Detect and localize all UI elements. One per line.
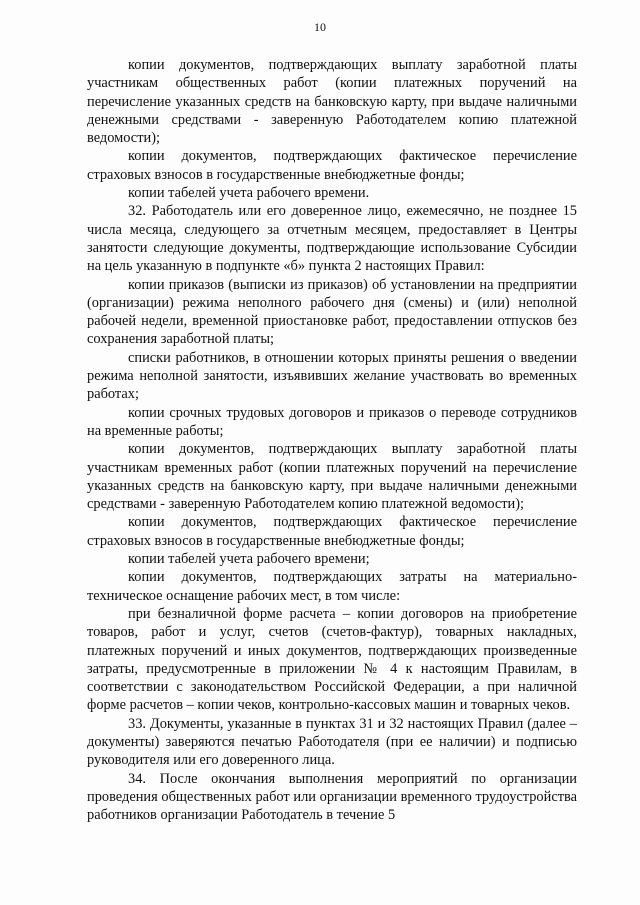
page-number: 10 [314, 20, 326, 34]
paragraph-wage-docs-public-works: копии документов, подтверждающих выплату заработной платы участникам общественных работ (копии платежных поручений на перечисление указанных средств на банковскую карту, при выдаче наличными денежными средствами - заверенную Работодателем копию платежной ведомости); [87, 57, 577, 147]
paragraph-clause-32: 32. Работодатель или его доверенное лицо, ежемесячно, не позднее 15 числа месяца, следующего за отчетным месяцем, предоставляет в Центры занятости следующие документы, подтверждающие использование Субсидии на цель указанную в подпункте «б» пункта 2 настоящих Правил: [87, 203, 577, 275]
paragraph-clause-34: 34. После окончания выполнения мероприятий по организации проведения общественных работ или организации временного трудоустройства работников организации Работодатель в течение 5 [87, 770, 577, 824]
paragraph-employee-lists: списки работников, в отношении которых приняты решения о введении режима неполной занятости, изъявивших желание участвовать во временных работах; [87, 349, 577, 403]
paragraph-cashless-payment: при безналичной форме расчета – копии договоров на приобретение товаров, работ и услуг, счетов (счетов-фактур), товарных накладных, платежных поручений и иных документов, подтверждающих произведенные затраты, предусмотренные в приложении № 4 к настоящим Правилам, в соответствии с законодательством Российской Федерации, а при наличной форме расчетов – копии чеков, контрольно-кассовых машин и товарных чеков. [87, 605, 577, 714]
paragraph-timesheets: копии табелей учета рабочего времени. [128, 185, 370, 202]
paragraph-orders-part-time: копии приказов (выписки из приказов) об установлении на предприятии (организации) режима неполного рабочего дня (смены) и (или) неполной рабочей недели, временной приостановке работ, предоставлении отпусков без сохранения заработной платы; [87, 276, 577, 348]
paragraph-equipment-costs: копии документов, подтверждающих затраты на материально-техническое оснащение рабочих мест, в том числе: [87, 569, 577, 604]
paragraph-fixed-term-contracts: копии срочных трудовых договоров и приказов о переводе сотрудников на временные работы; [87, 404, 577, 439]
paragraph-timesheets-2: копии табелей учета рабочего времени; [128, 551, 370, 568]
paragraph-clause-33: 33. Документы, указанные в пунктах 31 и 32 настоящих Правил (далее – документы) заверяются печатью Работодателя (при ее наличии) и подписью руководителя или его доверенного лица. [87, 715, 577, 769]
paragraph-wage-docs-temporary-works: копии документов, подтверждающих выплату заработной платы участникам временных работ (копии платежных поручений на перечисление указанных средств на банковскую карту, при выдаче наличными денежными средствами - заверенную Работодателем копию платежной ведомости); [87, 441, 577, 513]
document-body [87, 56, 577, 824]
paragraph-insurance-contributions: копии документов, подтверждающих фактическое перечисление страховых взносов в государственные внебюджетные фонды; [87, 148, 577, 183]
paragraph-insurance-contributions-2: копии документов, подтверждающих фактическое перечисление страховых взносов в государственные внебюджетные фонды; [87, 514, 577, 549]
